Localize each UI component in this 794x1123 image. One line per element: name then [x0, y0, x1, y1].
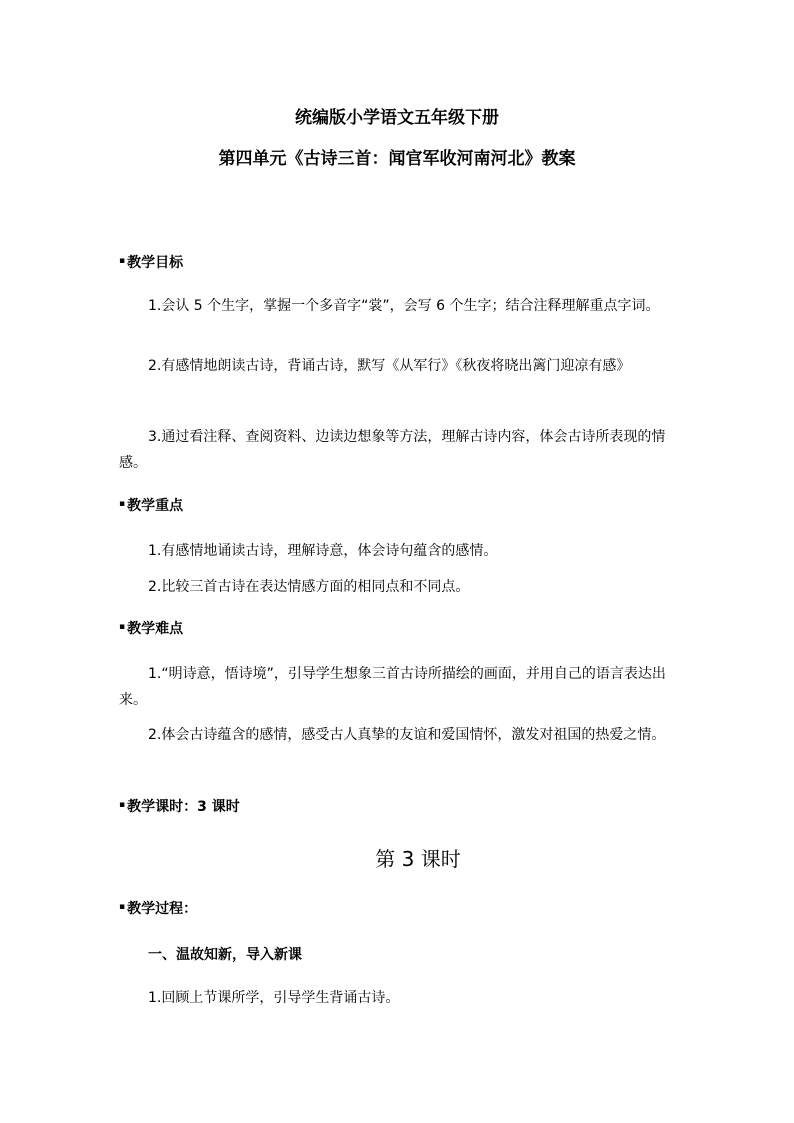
document-title: 统编版小学语文五年级下册 — [295, 108, 499, 128]
section-heading-process — [119, 899, 197, 919]
section-heading-text: 教学难点 — [127, 621, 184, 637]
bullet-icon: ▪ — [119, 902, 126, 912]
document-subtitle: 第四单元《古诗三首：闻官军收河南河北》教案 — [218, 149, 576, 169]
objective-item-3: 3.通过看注释、查阅资料、边读边想象等方法，理解古诗内容，体会古诗所表现的情感。 — [119, 429, 666, 471]
process-step-1-item-1: 1.回顾上节课所学，引导学生背诵古诗。 — [148, 990, 400, 1006]
section-heading-key-points — [119, 496, 183, 516]
process-step-1-title: 一、温故知新，导入新课 — [148, 947, 302, 963]
section-heading-text: 教学目标 — [127, 255, 184, 271]
section-heading-text: 教学过程： — [127, 901, 198, 917]
section-heading-periods — [119, 797, 240, 817]
section-heading-text: 教学重点 — [127, 498, 184, 514]
section-heading-difficulties — [119, 619, 183, 639]
key-point-item-1: 1.有感情地诵读古诗，理解诗意，体会诗句蕴含的感情。 — [148, 543, 498, 559]
lesson-title: 第 3 课时 — [375, 847, 461, 871]
bullet-icon: ▪ — [119, 800, 126, 810]
bullet-icon: ▪ — [119, 256, 126, 266]
bullet-icon: ▪ — [119, 622, 126, 632]
objective-item-1: 1.会认 5 个生字，掌握一个多音字“裳”，会写 6 个生字；结合注释理解重点字词。 — [148, 298, 660, 314]
objective-item-2: 2.有感情地朗读古诗，背诵古诗，默写《从军行》《秋夜将晓出篱门迎凉有感》 — [148, 358, 631, 374]
key-point-item-2: 2.比较三首古诗在表达情感方面的相同点和不同点。 — [148, 579, 470, 595]
section-heading-objectives — [119, 253, 183, 273]
bullet-icon: ▪ — [119, 499, 126, 509]
difficulty-item-2: 2.体会古诗蕴含的感情，感受古人真挚的友谊和爱国情怀，激发对祖国的热爱之情。 — [148, 727, 666, 743]
section-heading-text: 教学课时：3 课时 — [127, 799, 240, 815]
difficulty-item-1: 1.“明诗意，悟诗境”，引导学生想象三首古诗所描绘的画面，并用自己的语言表达出来。 — [119, 666, 666, 708]
